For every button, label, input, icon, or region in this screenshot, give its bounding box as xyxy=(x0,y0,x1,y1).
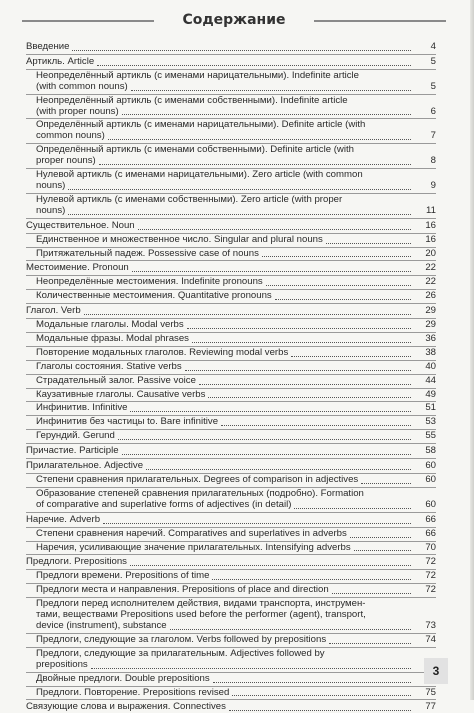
toc-entry-text: Глагол. Verb xyxy=(26,305,81,317)
toc-entry-text: Инфинитив без частицы to. Bare infinitive xyxy=(36,416,219,428)
toc-section[interactable] xyxy=(26,42,436,53)
toc-separator xyxy=(26,458,436,459)
toc-leader-dots xyxy=(185,370,411,371)
toc-entry-text: Наречие. Adverb xyxy=(26,513,101,525)
toc-separator xyxy=(26,512,436,513)
toc-leader-dots xyxy=(229,710,411,711)
toc-page-number: 60 xyxy=(425,460,436,472)
toc-page-number: 44 xyxy=(425,374,436,386)
toc-entry-text: device (instrument), substance xyxy=(36,619,167,631)
toc-subsection[interactable] xyxy=(26,688,436,699)
toc-subsection[interactable] xyxy=(26,431,436,442)
toc-separator xyxy=(26,303,436,304)
toc-separator xyxy=(26,54,436,55)
toc-entry-text: nouns) xyxy=(36,179,66,191)
toc-page-number: 60 xyxy=(425,498,436,510)
toc-leader-dots xyxy=(221,425,411,426)
toc-entry-text: (with proper nouns) xyxy=(36,105,119,117)
toc-subsection[interactable] xyxy=(26,334,436,345)
toc-page-number: 60 xyxy=(425,474,436,485)
toc-entry-text: common nouns) xyxy=(36,130,105,142)
toc-leader-dots xyxy=(213,682,411,683)
toc-separator xyxy=(26,260,436,261)
toc-subsection[interactable] xyxy=(26,649,436,671)
toc-page-number: 75 xyxy=(425,686,436,698)
toc-entry-text: Неопределённый артикль (с именами собственными). Indefinite article xyxy=(36,94,348,106)
toc-section[interactable] xyxy=(26,221,436,232)
toc-section[interactable] xyxy=(26,461,436,472)
toc-page-number: 70 xyxy=(425,541,436,553)
header-rule-right xyxy=(314,20,446,22)
page-edge xyxy=(470,0,474,700)
toc-leader-dots xyxy=(72,50,411,51)
toc-entry-text: Степени сравнения наречий. Comparatives and superlatives in adverbs xyxy=(36,527,347,539)
toc-page-number: 4 xyxy=(430,41,436,52)
toc-leader-dots xyxy=(118,439,411,440)
toc-entry-text: Предлоги, следующие за прилагательным. Adjectives followed by xyxy=(36,647,325,659)
toc-entry-text: Модальные глаголы. Modal verbs xyxy=(36,319,184,331)
toc-leader-dots xyxy=(130,411,411,412)
toc-page-number: 53 xyxy=(425,416,436,428)
toc-leader-dots xyxy=(130,565,411,566)
toc-subsection[interactable] xyxy=(26,277,436,288)
toc-section[interactable] xyxy=(26,702,436,713)
toc-leader-dots xyxy=(132,271,411,272)
toc-leader-dots xyxy=(232,695,411,696)
toc-entry-text: Прилагательное. Adjective xyxy=(26,460,144,472)
toc-entry-text: Глаголы состояния. Stative verbs xyxy=(36,360,182,372)
toc-subsection[interactable] xyxy=(26,235,436,246)
toc-page-number: 29 xyxy=(425,319,436,331)
toc-entry-text: Определённый артикль (с именами собственными). Definite article (with xyxy=(36,144,354,156)
toc-page-number: 7 xyxy=(430,130,436,142)
toc-page-number: 9 xyxy=(430,179,436,191)
toc-subsection[interactable] xyxy=(26,362,436,373)
toc-entry-text: Наречия, усиливающие значение прилагательных. Intensifying adverbs xyxy=(36,541,351,553)
toc-leader-dots xyxy=(108,139,411,140)
toc-leader-dots xyxy=(199,384,411,385)
toc-leader-dots xyxy=(122,454,411,455)
toc-page-number: 38 xyxy=(425,346,436,358)
toc-subsection[interactable] xyxy=(26,585,436,596)
toc-entry-text: Образование степеней сравнения прилагательных (подробно). Formation xyxy=(36,487,364,499)
toc-entry-text: тами, веществами Prepositions used before the performer (agent), transport, xyxy=(36,609,366,621)
toc-entry-text: Предлоги времени. Prepositions of time xyxy=(36,570,210,582)
toc-leader-dots xyxy=(329,643,411,644)
toc-page-number: 22 xyxy=(425,276,436,288)
toc-page-number: 66 xyxy=(425,513,436,525)
toc-entry-text: Единственное и множественное число. Singular and plural nouns xyxy=(36,233,323,245)
toc-entry-text: Предлоги перед исполнителем действия, видами транспорта, инструмен- xyxy=(36,598,366,610)
toc-subsection[interactable] xyxy=(26,635,436,646)
toc-page-number: 11 xyxy=(426,204,436,216)
toc-page-number: 77 xyxy=(425,701,436,713)
toc-subsection[interactable] xyxy=(26,529,436,540)
toc-entry-text: Причастие. Participle xyxy=(26,445,119,457)
toc-entry-text: Предлоги. Повторение. Prepositions revised xyxy=(36,686,230,698)
toc-subsection[interactable] xyxy=(26,120,436,142)
toc-leader-dots xyxy=(131,90,411,91)
toc-entry-text: Предлоги места и направления. Prepositions of place and direction xyxy=(36,584,329,596)
toc-subsection[interactable] xyxy=(26,376,436,387)
toc-leader-dots xyxy=(68,189,411,190)
toc-leader-dots xyxy=(122,114,411,115)
toc-page-number: 5 xyxy=(430,55,436,67)
toc-subsection[interactable] xyxy=(26,170,436,192)
toc-section[interactable] xyxy=(26,515,436,526)
toc-page-number: 16 xyxy=(425,219,436,231)
toc-subsection[interactable] xyxy=(26,71,436,93)
toc-leader-dots xyxy=(170,629,411,630)
toc-page-number: 66 xyxy=(425,527,436,539)
toc-page-number: 72 xyxy=(425,556,436,568)
toc-leader-dots xyxy=(262,256,411,257)
toc-page-number: 51 xyxy=(425,402,436,414)
toc-entry-text: nouns) xyxy=(36,204,66,216)
toc-page-number: 20 xyxy=(425,247,436,259)
toc-entry-text: Модальные фразы. Modal phrases xyxy=(36,332,189,344)
toc-entry-text: Местоимение. Pronoun xyxy=(26,262,129,274)
toc-section[interactable] xyxy=(26,306,436,317)
toc-separator xyxy=(26,443,436,444)
toc-entry-text: Предлоги, следующие за глаголом. Verbs followed by prepositions xyxy=(36,633,327,645)
toc-entry-text: Предлоги. Prepositions xyxy=(26,556,127,568)
toc-page-number: 22 xyxy=(425,262,436,274)
toc-header xyxy=(22,10,446,32)
toc-entry-text: Страдательный залог. Passive voice xyxy=(36,374,196,386)
toc-page-number: 40 xyxy=(425,360,436,372)
toc-leader-dots xyxy=(146,469,411,470)
toc-section[interactable] xyxy=(26,557,436,568)
toc-entry-text: Неопределённый артикль (с именами нарицательными). Indefinite article xyxy=(36,69,360,81)
toc-subsection[interactable] xyxy=(26,145,436,167)
toc-leader-dots xyxy=(97,65,411,66)
toc-page-number: 29 xyxy=(425,305,436,317)
toc-leader-dots xyxy=(138,229,411,230)
toc-entry-text: Каузативные глаголы. Causative verbs xyxy=(36,388,206,400)
toc-subsection[interactable] xyxy=(26,348,436,359)
toc-leader-dots xyxy=(84,314,411,315)
toc-entry-text: Количественные местоимения. Quantitative pronouns xyxy=(36,290,272,302)
toc-subsection[interactable] xyxy=(26,417,436,428)
toc-subsection[interactable] xyxy=(26,195,436,217)
toc-entry-text: Нулевой артикль (с именами собственными). Zero article (with proper xyxy=(36,193,343,205)
toc-entry-text: Повторение модальных глаголов. Reviewing modal verbs xyxy=(36,346,289,358)
toc-subsection[interactable] xyxy=(26,96,436,118)
toc-section[interactable] xyxy=(26,57,436,68)
toc-subsection[interactable] xyxy=(26,674,436,685)
toc-entry-text: Связующие слова и выражения. Connectives xyxy=(26,701,226,713)
toc-leader-dots xyxy=(91,668,411,669)
toc-page-number: 8 xyxy=(430,155,436,167)
toc-leader-dots xyxy=(266,285,411,286)
page-title: Содержание xyxy=(182,12,286,28)
toc-leader-dots xyxy=(361,483,411,484)
toc-leader-dots xyxy=(354,550,411,551)
toc-page-number: 73 xyxy=(425,619,436,631)
toc-leader-dots xyxy=(291,356,411,357)
toc-page-number: 72 xyxy=(425,584,436,596)
toc-leader-dots xyxy=(350,537,411,538)
table-of-contents xyxy=(26,40,436,713)
toc-subsection[interactable] xyxy=(26,543,436,554)
toc-entry-text: proper nouns) xyxy=(36,155,96,167)
toc-section[interactable] xyxy=(26,446,436,457)
toc-entry-text: Степени сравнения прилагательных. Degrees of comparison in adjectives xyxy=(36,474,359,485)
toc-subsection[interactable] xyxy=(26,403,436,414)
toc-page-number: 74 xyxy=(425,633,436,645)
toc-subsection[interactable] xyxy=(26,475,436,486)
toc-page-number: 72 xyxy=(425,570,436,582)
toc-subsection[interactable] xyxy=(26,320,436,331)
toc-leader-dots xyxy=(326,243,411,244)
toc-leader-dots xyxy=(103,523,411,524)
toc-subsection[interactable] xyxy=(26,390,436,401)
toc-leader-dots xyxy=(99,164,411,165)
toc-subsection[interactable] xyxy=(26,571,436,582)
toc-separator xyxy=(26,218,436,219)
toc-page-number: 16 xyxy=(425,233,436,245)
toc-leader-dots xyxy=(192,342,411,343)
toc-entry-text: Введение xyxy=(26,41,70,52)
toc-page-number: 58 xyxy=(425,445,436,457)
toc-leader-dots xyxy=(68,214,411,215)
toc-leader-dots xyxy=(212,579,411,580)
toc-entry-text: (with common nouns) xyxy=(36,80,128,92)
toc-subsection[interactable] xyxy=(26,489,436,511)
toc-subsection[interactable] xyxy=(26,291,436,302)
toc-entry-text: Герундий. Gerund xyxy=(36,430,115,442)
toc-entry-text: Двойные предлоги. Double prepositions xyxy=(36,672,210,684)
toc-page-number: 6 xyxy=(430,105,436,117)
toc-section[interactable] xyxy=(26,263,436,274)
toc-page-number: 36 xyxy=(425,332,436,344)
toc-entry-text: Существительное. Noun xyxy=(26,219,135,231)
toc-entry-text: Определённый артикль (с именами нарицательными). Definite article (with xyxy=(36,119,366,131)
toc-entry-text: Инфинитив. Infinitive xyxy=(36,402,128,414)
toc-entry-text: Неопределённые местоимения. Indefinite pronouns xyxy=(36,276,263,288)
toc-entry-text: Нулевой артикль (с именами нарицательными). Zero article (with common xyxy=(36,169,363,181)
toc-entry-text: Притяжательный падеж. Possessive case of nouns xyxy=(36,247,259,259)
toc-leader-dots xyxy=(208,397,411,398)
toc-page-number: 26 xyxy=(425,290,436,302)
toc-page-number: 55 xyxy=(425,430,436,442)
toc-page-number: 49 xyxy=(425,388,436,400)
toc-leader-dots xyxy=(187,328,411,329)
toc-entry-text: prepositions xyxy=(36,658,88,670)
toc-leader-dots xyxy=(294,508,411,509)
toc-page-number: 5 xyxy=(430,80,436,92)
toc-subsection[interactable] xyxy=(26,249,436,260)
toc-leader-dots xyxy=(275,299,411,300)
toc-entry-text: of comparative and superlative forms of adjectives (in detail) xyxy=(36,498,292,510)
toc-separator xyxy=(26,554,436,555)
toc-entry-text: Артикль. Article xyxy=(26,55,95,67)
page-number: 3 xyxy=(424,658,448,684)
toc-leader-dots xyxy=(332,593,411,594)
toc-subsection[interactable] xyxy=(26,599,436,632)
